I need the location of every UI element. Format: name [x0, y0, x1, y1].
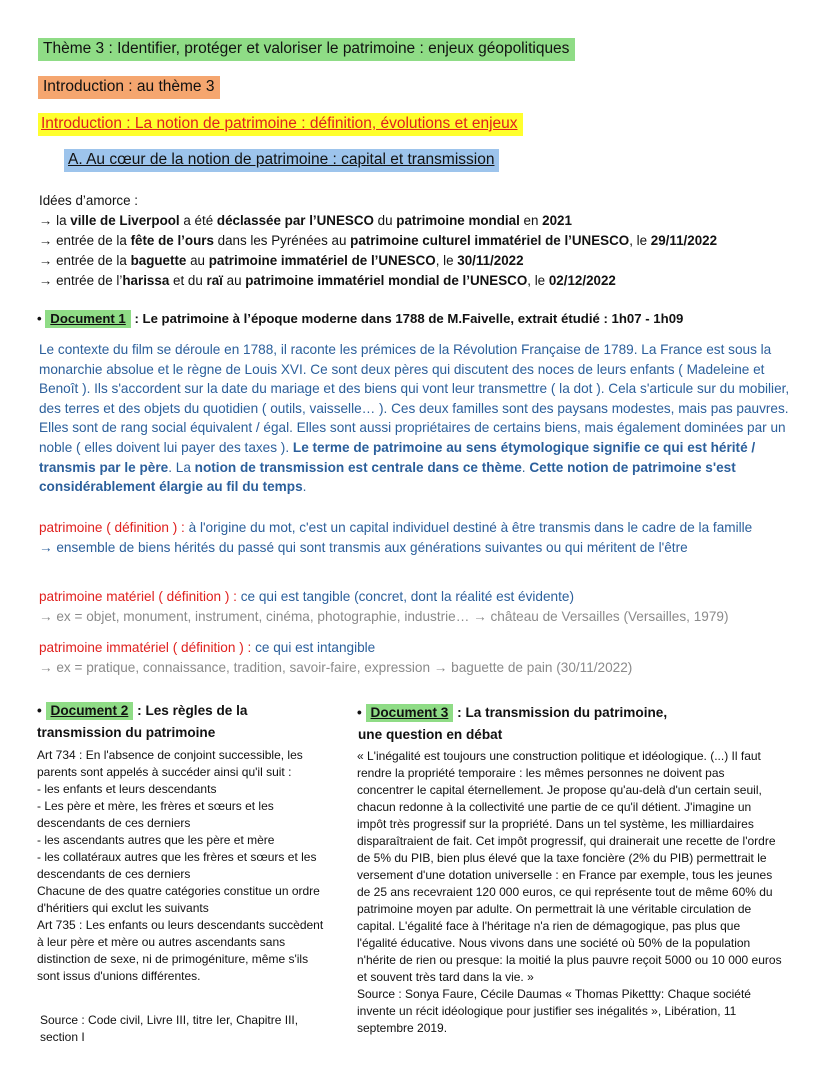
- definition-term: patrimoine ( définition ) :: [39, 520, 185, 535]
- definition-text: ce qui est tangible (concret, dont la réalité est évidente): [236, 589, 574, 604]
- definition-materiel: [39, 587, 814, 627]
- document-2-text: [37, 747, 327, 985]
- document-2-title-1: : Les règles de la: [137, 703, 248, 718]
- amorce-segment: harissa: [122, 273, 170, 288]
- amorce-segment: , le: [629, 233, 651, 248]
- document-3-title-2: une question en débat: [358, 727, 503, 742]
- amorce-block: [39, 191, 819, 291]
- amorce-segment: patrimoine immatériel de l’UNESCO: [208, 253, 436, 268]
- amorce-segment: raï: [206, 273, 223, 288]
- amorce-segment: baguette: [130, 253, 187, 268]
- amorce-segment: au: [222, 273, 246, 288]
- amorce-segment: 29/11/2022: [650, 233, 718, 248]
- paragraph-text: Le contexte du film se déroule en 1788, il raconte les prémices de la Révolution Française de 1789. La France est sous la monarchie absolue et le règne de Louis XVI. Ce sont deux pères qui discutent des noces de leurs enfants ( Madeleine et Benoît ). Ils s'accordent sur la date du mariage et des biens qui vont leur transmettre ( la dot ). Cela s'articule sur du mobilier, des terres et des objets du quotidien ( outils, vaisselle… ). Ces deux familles sont des paysans modestes, mais pas pauvres. Elles sont de rang social équivalent / égal. Elles sont aussi propriétaires de certains biens, mais également dominées par un noble ( elles doivent lui payer des taxes ).: [39, 342, 790, 455]
- definition-patrimoine: [39, 518, 814, 558]
- document-2-line: - les ascendants autres que les père et mère: [37, 833, 275, 847]
- document-2-badge: Document 2: [46, 702, 134, 720]
- document-3: [357, 702, 787, 1037]
- document-2-line: - Les père et mère, les frères et sœurs et les descendants de ces derniers: [37, 799, 274, 830]
- amorce-segment: 30/11/2022: [457, 253, 524, 268]
- amorce-segment: a été: [179, 213, 217, 228]
- definition-immateriel: [39, 638, 814, 678]
- amorce-segment: patrimoine culturel immatériel de l’UNESCO: [350, 233, 630, 248]
- definition-example: → ex = objet, monument, instrument, cinéma, photographie, industrie… → château de Versailles (Versailles, 1979): [39, 609, 729, 624]
- definition-term: patrimoine immatériel ( définition ) :: [39, 640, 252, 655]
- amorce-segment: déclassée par l’UNESCO: [216, 213, 374, 228]
- document-3-source: Source : Sonya Faure, Cécile Daumas « Thomas Pikettty: Chaque société invente un récit idéologique pour justifier ses inégalités », Libération, 11 septembre 2019.: [357, 987, 751, 1035]
- document-2-line: - les collatéraux autres que les frères et sœurs et les descendants de ces derniers: [37, 850, 317, 881]
- document-2-line: Chacune de des quatre catégories constitue un ordre d'héritiers qui exclut les suivants: [37, 884, 320, 915]
- paragraph-mid-2: .: [521, 459, 530, 475]
- amorce-segment: au: [186, 253, 209, 268]
- amorce-segment: ville de Liverpool: [70, 213, 180, 228]
- document-3-quote: « L'inégalité est toujours une construction politique et idéologique. (...) Il faut rendre la propriété temporaire : les mêmes personnes ne doivent pas concentrer le capital éternellement. Je propose qu'au-delà d'un certain seuil, chacun redonne à la collectivité une partie de ce qu'il détient. J'imagine un impôt très progressif sur la propriété. Dans un tel système, les milliardaires disparaîtraient de fait. Cet impôt progressif, qui drainerait une recette de l'ordre de 5% du PIB, bien plus élevé que la taxe foncière (2% du PIB) permettrait le versement d'une dotation universelle : en France par exemple, tous les jeunes de 25 ans recevraient 120 000 euros, ce qui représente tout de même 60% du patrimoine moyen par adulte. On permettrait là une véritable circulation de capital. L'égalité face à l'héritage n'a rien de démagogique, pas plus que l'égalité éducative. Nous vivons dans une société où 50% de la population n'hérite de rien ou presque: la moitié la plus pauvre reçoit 5000 ou 10 000 euros et souvent très tard dans la vie. »: [357, 749, 782, 984]
- document-1-badge: Document 1: [45, 310, 130, 328]
- amorce-segment: , le: [527, 273, 549, 288]
- amorce-segment: → la: [39, 213, 71, 228]
- definition-arrow: → ensemble de biens hérités du passé qui sont transmis aux générations suivantes ou qui méritent de l'être: [39, 540, 688, 555]
- section-a-title: A. Au cœur de la notion de patrimoine : capital et transmission: [64, 149, 499, 172]
- paragraph-bold-1: Le terme de patrimoine au sens étymologique signifie ce qui est hérité / transmis par le père: [39, 439, 756, 475]
- document-2-line: - les enfants et leurs descendants: [37, 782, 217, 796]
- theme-title: Thème 3 : Identifier, protéger et valoriser le patrimoine : enjeux géopolitiques: [38, 38, 575, 61]
- amorce-lines: [39, 211, 819, 291]
- amorce-segment: patrimoine mondial: [396, 213, 520, 228]
- document-3-badge: Document 3: [366, 704, 454, 722]
- amorce-line: [39, 231, 819, 251]
- definition-example: → ex = pratique, connaissance, tradition, savoir-faire, expression → baguette de pain (30/11/2022): [39, 660, 633, 675]
- document-2-source: Source : Code civil, Livre III, titre Ier, Chapitre III, section I: [40, 1013, 299, 1044]
- document-2-line: Art 735 : Les enfants ou leurs descendants succèdent à leur père et mère ou autres ascendants sans distinction de sexe, ni de primogéniture, même s'ils sont issus d'unions différentes.: [37, 918, 324, 983]
- intro-theme-title: Introduction : au thème 3: [38, 76, 220, 99]
- definition-text: à l'origine du mot, c'est un capital individuel destiné à être transmis dans le cadre de la famille: [184, 520, 753, 535]
- amorce-segment: et du: [169, 273, 207, 288]
- document-3-title-1: : La transmission du patrimoine,: [457, 705, 668, 720]
- document-2-heading: [37, 700, 327, 744]
- paragraph-bold-3: Cette notion de patrimoine s'est considérablement élargie au fil du temps: [39, 459, 736, 495]
- document-1-title: : Le patrimoine à l’époque moderne dans 1788 de M.Faivelle, extrait étudié : 1h07 - 1h09: [134, 311, 684, 326]
- document-1-heading: [37, 311, 817, 326]
- amorce-segment: dans les Pyrénées au: [213, 233, 351, 248]
- document-1-paragraph: [39, 340, 804, 497]
- amorce-line: [39, 271, 819, 291]
- amorce-line: [39, 251, 819, 271]
- amorce-segment: patrimoine immatériel mondial de l’UNESCO: [245, 273, 528, 288]
- document-3-heading: [357, 702, 787, 746]
- document-2-line: Art 734 : En l'absence de conjoint successible, les parents sont appelés à succéder ainsi qu'il suit :: [37, 748, 303, 779]
- amorce-segment: → entrée de la: [39, 253, 131, 268]
- paragraph-bold-2: notion de transmission est centrale dans ce thème: [194, 459, 522, 475]
- amorce-segment: 02/12/2022: [548, 273, 616, 288]
- amorce-segment: du: [373, 213, 397, 228]
- bullet: •: [37, 311, 42, 326]
- amorce-segment: 2021: [542, 213, 572, 228]
- amorce-segment: , le: [435, 253, 458, 268]
- amorce-segment: → entrée de la: [39, 233, 131, 248]
- paragraph-end: .: [302, 479, 307, 495]
- amorce-line: [39, 211, 819, 231]
- bullet: •: [357, 705, 362, 720]
- intro-notion-title: Introduction : La notion de patrimoine : définition, évolutions et enjeux: [38, 113, 523, 136]
- definition-term: patrimoine matériel ( définition ) :: [39, 589, 237, 604]
- amorce-heading: Idées d’amorce :: [39, 193, 138, 208]
- amorce-segment: en: [519, 213, 543, 228]
- definition-text: ce qui est intangible: [251, 640, 376, 655]
- amorce-segment: fête de l’ours: [130, 233, 214, 248]
- paragraph-mid: . La: [168, 459, 195, 475]
- amorce-segment: → entrée de l’: [39, 273, 123, 288]
- document-2-title-2: transmission du patrimoine: [37, 725, 216, 740]
- bullet: •: [37, 703, 42, 718]
- document-2: [37, 700, 327, 985]
